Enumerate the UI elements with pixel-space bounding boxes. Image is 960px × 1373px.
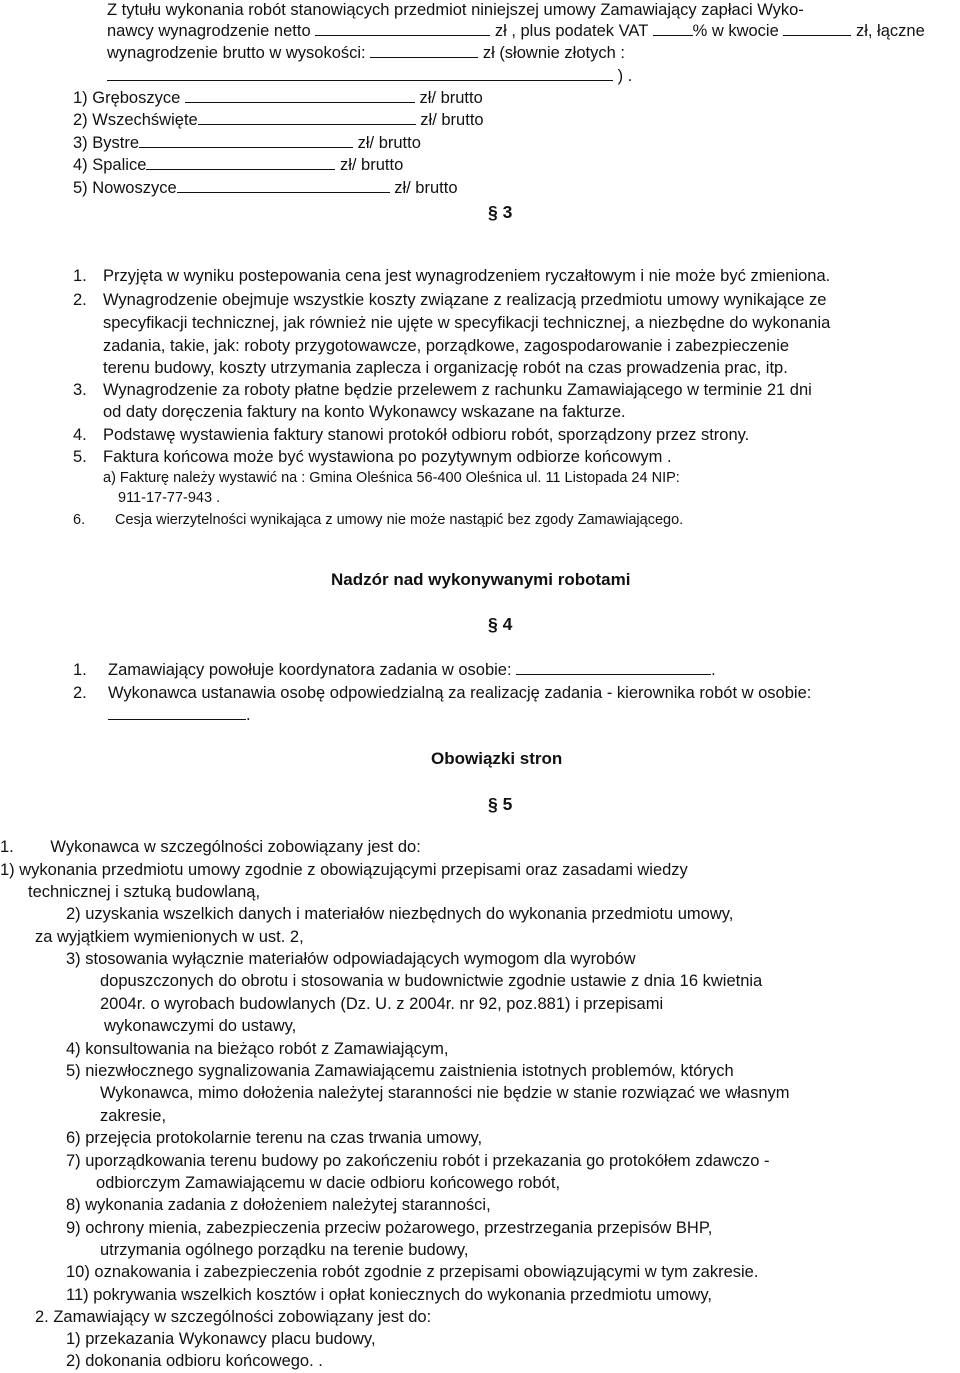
site-manager-blank: [108, 705, 246, 720]
intro-text: wynagrodzenie brutto w wysokości:: [107, 44, 366, 62]
location-amount-blank: [139, 133, 353, 148]
sec3-item-2-line: terenu budowy, koszty utrzymania zaplecza i organizację robót na czas prowadzenia prac, itp.: [103, 359, 788, 377]
item-number: 1.: [73, 661, 87, 679]
location-row: [73, 110, 484, 130]
coordinator-blank: [516, 660, 711, 675]
item-number: 2.: [73, 291, 87, 309]
sec5-line: 11) pokrywania wszelkich kosztów i opłat koniecznych do wykonania przedmiotu umowy,: [66, 1286, 712, 1304]
item-number: 4.: [73, 426, 87, 444]
section-5-sign: § 5: [488, 794, 513, 814]
intro-line-2: [107, 21, 925, 41]
sec5-line: technicznej i sztuką budowlaną,: [28, 883, 261, 901]
sec3-item-2-line: specyfikacji technicznej, jak również nie ujęte w specyfikacji technicznej, a niezbędne do wykonania: [103, 314, 831, 332]
intro-text: nawcy wynagrodzenie netto: [107, 22, 311, 40]
item-number: 2.: [73, 684, 87, 702]
sec5-line: 5) niezwłocznego sygnalizowania Zamawiającemu zaistnienia istotnych problemów, których: [66, 1062, 734, 1080]
sec3-item-2-line: zadania, takie, jak: roboty przygotowawcze, porządkowe, zagospodarowanie i zabezpieczenie: [103, 337, 790, 355]
intro-line-3: [107, 43, 625, 63]
sec5-line: zakresie,: [100, 1107, 167, 1125]
intro-text: zł, łączne: [855, 22, 925, 40]
sec5-line: 3) stosowania wyłącznie materiałów odpowiadających wymogom dla wyrobów: [66, 950, 636, 968]
section-5-heading: Obowiązki stron: [431, 749, 563, 768]
site-manager-line: [108, 705, 251, 725]
sec5-line: wykonawczymi do ustawy,: [104, 1017, 297, 1035]
location-unit: zł/ brutto: [357, 134, 421, 152]
sec5-line: 2004r. o wyrobach budowlanych (Dz. U. z 2004r. nr 92, poz.881) i przepisami: [100, 995, 664, 1013]
sec5-line: 6) przejęcia protokolarnie terenu na czas trwania umowy,: [66, 1129, 483, 1147]
sec5-line: dopuszczonych do obrotu i stosowania w budownictwie zgodnie ustawie z dnia 16 kwietnia: [100, 972, 763, 990]
location-unit: zł/ brutto: [394, 179, 458, 197]
sec4-item-1-text: Zamawiający powołuje koordynatora zadania w osobie:: [108, 661, 512, 679]
location-amount-blank: [198, 110, 416, 125]
gross-amount-blank: [370, 43, 478, 58]
location-amount-blank: [146, 155, 335, 170]
sec3-item-3-line: od daty doręczenia faktury na konto Wykonawcy wskazane na fakturze.: [103, 403, 626, 421]
sec4-item-2: Wykonawca ustanawia osobę odpowiedzialną za realizację zadania - kierownika robót w osobie:: [108, 684, 812, 702]
sec5-line: 4) konsultowania na bieżąco robót z Zamawiającym,: [66, 1040, 449, 1058]
sec4-item-1: [108, 660, 716, 680]
section-3-sign: § 3: [488, 202, 513, 222]
sec5-line: 2) dokonania odbioru końcowego. .: [66, 1352, 323, 1370]
item-number: 3.: [73, 381, 87, 399]
location-unit: zł/ brutto: [420, 111, 484, 129]
sec5-line: odbiorczym Zamawiającemu w dacie odbioru końcowego robót,: [96, 1174, 561, 1192]
sec5-line: 1) przekazania Wykonawcy placu budowy,: [66, 1330, 376, 1348]
location-name: 2) Wszechświęte: [73, 111, 198, 129]
location-row: [73, 178, 458, 198]
item-number: 1.: [73, 267, 87, 285]
sec3-item-4: Podstawę wystawienia faktury stanowi protokół odbioru robót, sporządzony przez strony.: [103, 426, 750, 444]
vat-amount-blank: [783, 21, 851, 36]
location-unit: zł/ brutto: [339, 156, 404, 174]
sec5-line: 7) uporządkowania terenu budowy po zakończeniu robót i przekazania go protokółem zdawczo -: [66, 1152, 770, 1170]
intro-line-1: Z tytułu wykonania robót stanowiących przedmiot niniejszej umowy Zamawiający zapłaci Wyko-: [107, 1, 804, 19]
sec5-point-2: 2. Zamawiający w szczególności zobowiązany jest do:: [35, 1308, 432, 1326]
sec5-line: Wykonawca, mimo dołożenia należytej staranności nie będzie w stanie rozwiązać we własnym: [100, 1084, 790, 1102]
sec4-item-2-end: .: [246, 706, 251, 724]
intro-text: % w kwocie: [692, 22, 779, 40]
sec3-item-6: Cesja wierzytelności wynikająca z umowy nie może nastąpić bez zgody Zamawiającego.: [115, 512, 684, 528]
section-4-heading: Nadzór nad wykonywanymi robotami: [331, 570, 631, 589]
sec3-item-5: Faktura końcowa może być wystawiona po pozytywnym odbiorze końcowym .: [103, 448, 672, 466]
sec3-item-3-line: Wynagrodzenie za roboty płatne będzie przelewem z rachunku Zamawiającego w terminie 21 dni: [103, 381, 812, 399]
sec3-item-5a-line: 911-17-77-943 .: [118, 490, 221, 506]
intro-text: zł , plus podatek VAT: [494, 22, 648, 40]
location-row: [73, 88, 483, 108]
sec5-line: 1) wykonania przedmiotu umowy zgodnie z obowiązującymi przepisami oraz zasadami wiedzy: [0, 861, 688, 879]
sec5-line: utrzymania ogólnego porządku na terenie budowy,: [100, 1241, 469, 1259]
location-amount-blank: [177, 178, 390, 193]
sec5-line: 9) ochrony mienia, zabezpieczenia przeciw pożarowego, przestrzegania przepisów BHP,: [66, 1219, 713, 1237]
intro-line-4: [107, 66, 632, 86]
item-number: 6.: [73, 512, 86, 528]
net-amount-blank: [315, 21, 490, 36]
sec5-line: 2) uzyskania wszelkich danych i materiałów niezbędnych do wykonania przedmiotu umowy,: [66, 905, 734, 923]
intro-text: zł (słownie złotych :: [482, 44, 625, 62]
location-name: 3) Bystre: [73, 134, 140, 152]
intro-text: ) .: [617, 67, 633, 85]
sec4-item-1-end: .: [711, 661, 716, 679]
location-name: 1) Gręboszyce: [73, 89, 181, 107]
location-name: 5) Nowoszyce: [73, 179, 177, 197]
section-4-sign: § 4: [488, 614, 513, 634]
sec3-item-2-line: Wynagrodzenie obejmuje wszystkie koszty związane z realizacją przedmiotu umowy wynikające ze: [103, 291, 827, 309]
location-amount-blank: [185, 88, 415, 103]
sec5-line: za wyjątkiem wymienionych w ust. 2,: [35, 928, 304, 946]
location-row: [73, 155, 403, 175]
location-row: [73, 133, 421, 153]
location-name: 4) Spalice: [73, 156, 147, 174]
sec5-line: 8) wykonania zadania z dołożeniem należytej staranności,: [66, 1196, 491, 1214]
sec5-point-1: 1. Wykonawca w szczególności zobowiązany jest do:: [0, 838, 421, 856]
amount-words-blank: [107, 66, 613, 81]
vat-rate-blank: [653, 21, 693, 36]
sec3-item-5a-line: a) Fakturę należy wystawić na : Gmina Oleśnica 56-400 Oleśnica ul. 11 Listopada 24 NIP:: [103, 470, 680, 486]
location-unit: zł/ brutto: [419, 89, 483, 107]
sec5-line: 10) oznakowania i zabezpieczenia robót zgodnie z przepisami obowiązującymi w tym zakresie.: [66, 1263, 759, 1281]
item-number: 5.: [73, 448, 87, 466]
sec3-item-1: Przyjęta w wyniku postepowania cena jest wynagrodzeniem ryczałtowym i nie może być zmieniona.: [103, 267, 831, 285]
